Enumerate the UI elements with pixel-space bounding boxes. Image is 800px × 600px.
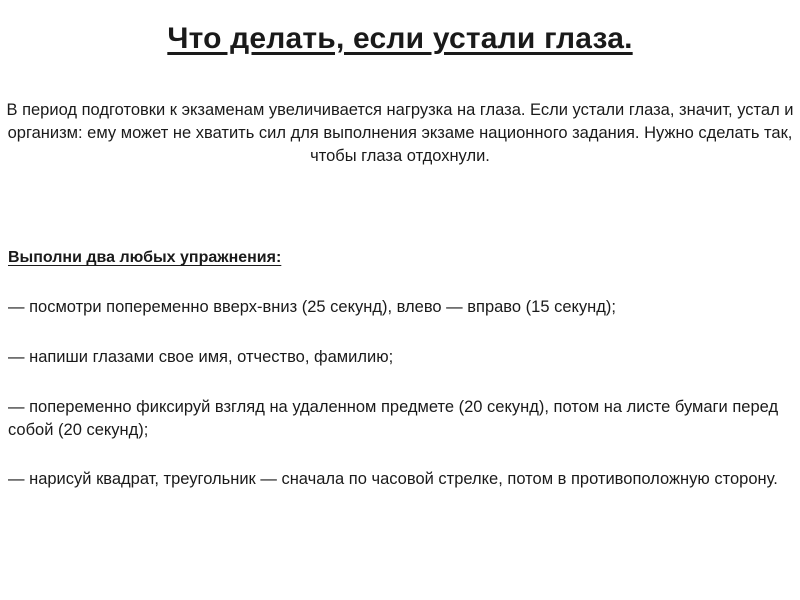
exercise-item: — напиши глазами свое имя, отчество, фамилию; (8, 348, 394, 366)
slide-title: Что делать, если устали глаза. (167, 22, 633, 55)
exercise-item: — посмотри попеременно вверх-вниз (25 секунд), влево — вправо (15 секунд); (8, 298, 616, 316)
exercises-heading: Выполни два любых упражнения: (8, 249, 282, 266)
exercise-item: — нарисуй квадрат, треугольник — сначала по часовой стрелке, потом в противоположную сторону. (8, 470, 778, 488)
exercise-item: — попеременно фиксируй взгляд на удаленном предмете (20 секунд), потом на листе бумаги перед собой (20 секунд); (8, 398, 779, 439)
intro-paragraph: В период подготовки к экзаменам увеличивается нагрузка на глаза. Если устали глаза, значит, устал и организм: ему может не хватить сил для выполнения экзаме национного задания. Нужно сделать так, чтобы глаза отдохнули. (6, 101, 794, 165)
